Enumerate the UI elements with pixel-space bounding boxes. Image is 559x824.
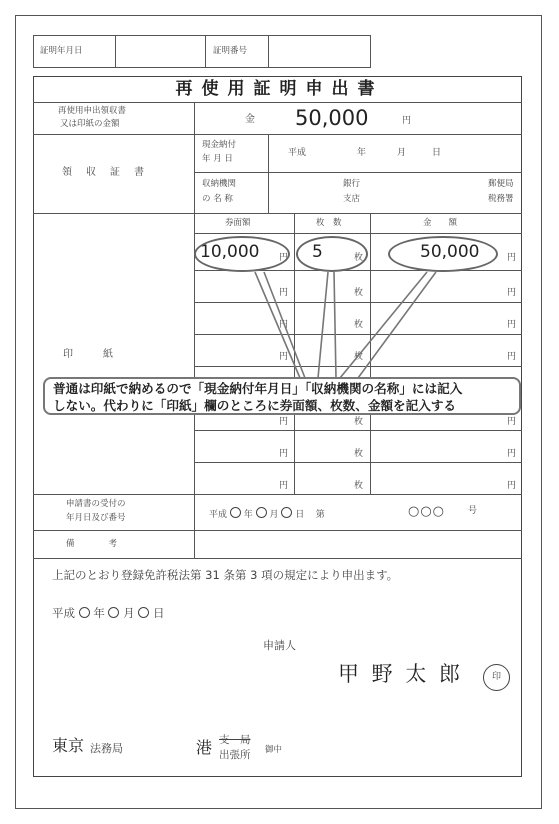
footer-nen: 年 [93,606,105,620]
amount-yen-unit: 円 [507,481,517,491]
col-amount-header: 金 額 [423,218,458,228]
face-yen-unit: 円 [279,253,289,263]
face-yen-unit: 円 [279,320,289,330]
face-yen-unit: 円 [279,352,289,362]
cert-date-label: 証明年月日 [40,46,83,56]
reception-number: ○○○ [408,504,446,519]
blank-circle [138,607,149,618]
shiten-label: 支店 [343,194,361,204]
seal-stamp [483,664,510,691]
count-mai-unit: 枚 [354,352,364,362]
reception-go: 号 [468,506,478,516]
annotation-note-box [43,377,521,415]
amount-yen-unit: 円 [507,253,517,263]
reception-heisei: 平成 [209,510,228,520]
onchu: 御中 [265,745,283,755]
amount-yen-unit: 円 [507,288,517,298]
amount-yen-unit: 円 [507,320,517,330]
yubin-label: 郵便局 [488,179,514,189]
row1-count-value: 5 [312,242,323,262]
count-mai-unit: 枚 [354,449,364,459]
count-mai-unit: 枚 [354,417,364,427]
reception-hi: 日 [295,510,305,520]
cash-nen: 年 [357,148,367,158]
struck-shikyoku: 支 局 [219,734,251,746]
amount-label-line1: 再使用申出領収書 [58,106,127,116]
blank-circle [281,507,292,518]
reception-nen: 年 [243,510,253,520]
reception-dai: 第 [315,510,325,520]
blank-circle [230,507,241,518]
reception-tsuki: 月 [269,510,279,520]
face-yen-unit: 円 [279,288,289,298]
reception-label-1: 申請書の受付の [66,499,126,509]
col-count-header: 枚 数 [316,218,342,228]
cert-number-label: 証明番号 [213,46,248,56]
institution-label-1: 収納機関 [202,179,237,189]
remarks-label: 備 考 [66,539,118,549]
kin-label: 金 [245,114,255,125]
stamp-label: 印 紙 [63,349,113,360]
cash-heisei: 平成 [288,148,307,158]
cash-tsuki: 月 [397,148,407,158]
reception-date-number [209,507,325,520]
annotation-line-1: 普通は印紙で納めるので「現金納付年月日」「収納機関の名称」には記入 [53,381,463,396]
seal-text: 印 [491,672,501,682]
applicant-label: 申請人 [263,639,296,652]
face-yen-unit: 円 [279,417,289,427]
zeimusho-label: 税務署 [488,194,514,204]
annotation-line-2: しない。代わりに「印紙」欄のところに券面額、枚数、金額を記入する [53,398,456,413]
bureau-minato: 港 [196,738,213,757]
blank-circle [79,607,90,618]
cash-hi: 日 [432,148,442,158]
reception-label-2: 年月日及び番号 [66,513,126,523]
blank-circle [256,507,267,518]
face-yen-unit: 円 [279,449,289,459]
receipt-label: 領 収 証 書 [62,167,146,178]
row1-amount-value: 50,000 [420,242,480,262]
count-mai-unit: 枚 [354,253,364,263]
footer-hi: 日 [152,606,165,620]
form-title: 再使用証明申出書 [175,79,384,99]
col-face-header: 券面額 [225,218,251,228]
applicant-name: 甲 野 太 郎 [338,662,464,686]
amount-yen-unit: 円 [507,449,517,459]
row1-face-value: 10,000 [200,242,260,262]
application-date [52,607,164,620]
amount-label-line2: 又は印紙の金額 [60,119,120,129]
count-mai-unit: 枚 [354,481,364,491]
amount-value: 50,000 [295,106,369,130]
face-yen-unit: 円 [279,481,289,491]
amount-yen-unit: 円 [507,417,517,427]
footer-heisei: 平成 [52,606,75,620]
branch-office: 出張所 [219,749,251,761]
bureau-suffix: 法務局 [90,742,123,755]
amount-yen-unit: 円 [507,352,517,362]
footer-tsuki: 月 [123,606,135,620]
blank-circle [108,607,119,618]
count-mai-unit: 枚 [354,288,364,298]
amount-yen: 円 [402,116,412,126]
count-mai-unit: 枚 [354,320,364,330]
ginko-label: 銀行 [343,179,361,189]
bureau-city: 東京 [52,736,85,755]
cash-date-label-1: 現金納付 [202,140,237,150]
cash-date-label-2: 年 月 日 [202,154,233,164]
statement-text: 上記のとおり登録免許税法第 31 条第 3 項の規定により申出ます。 [52,568,399,582]
institution-label-2: の 名 称 [202,194,233,204]
